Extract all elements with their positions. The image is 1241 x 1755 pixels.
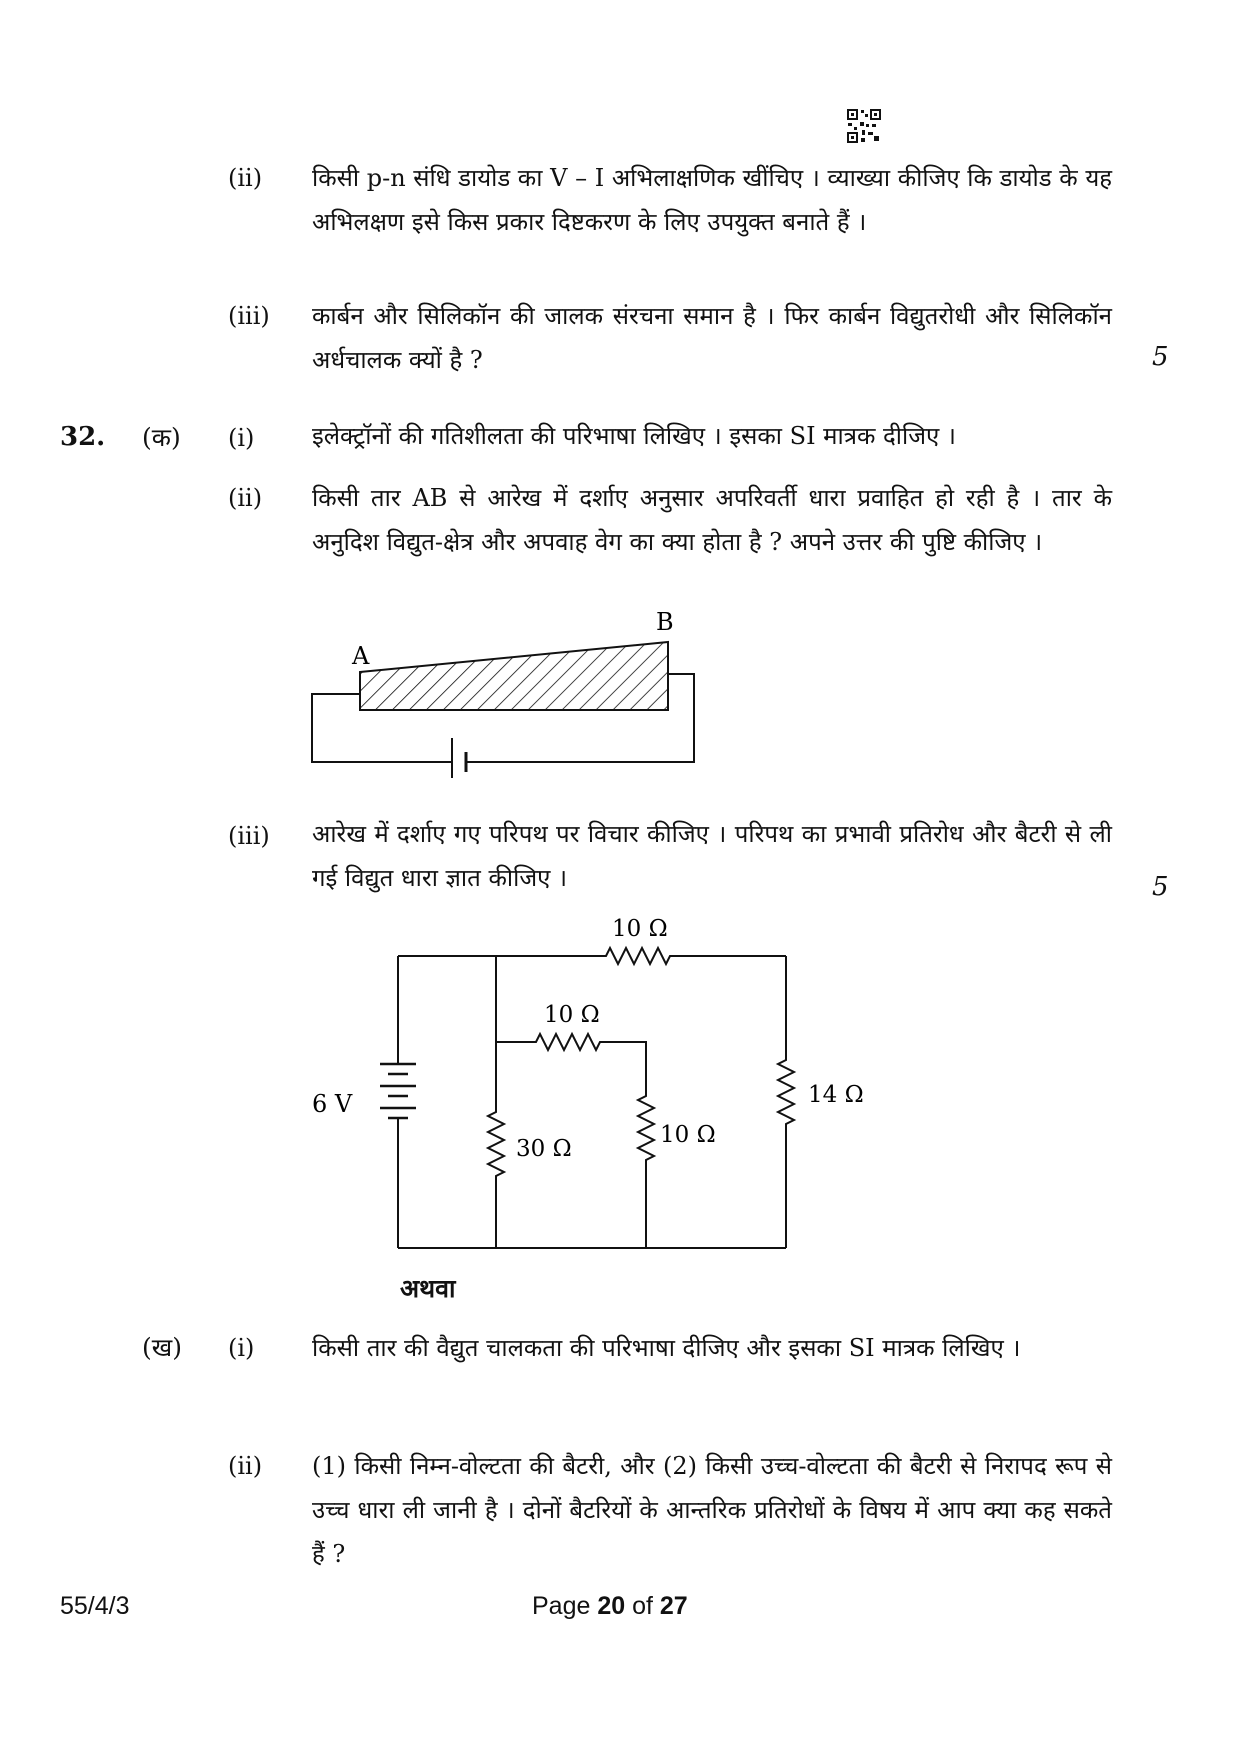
q32-a-i-text: इलेक्ट्रॉनों की गतिशीलता की परिभाषा लिखिए । इसका SI मात्रक दीजिए । [312, 422, 957, 450]
q31-marks: 5 [1152, 342, 1169, 372]
label-a: A [352, 642, 370, 670]
q32-a-ii-label: (ii) [228, 484, 263, 512]
q32-a-i-label: (i) [228, 424, 255, 452]
q32-b-ii-label: (ii) [228, 1452, 263, 1480]
q32-b-ii-text: (1) किसी निम्न-वोल्टता की बैटरी, और (2) किसी उच्च-वोल्टता की बैटरी से निरापद रूप से उच्च धारा ली जानी है । दोनों बैटरियों के आन्तरिक प्रतिरोधों के विषय में आप क्या कह सकते हैं ? [312, 1452, 1112, 1568]
resistor-10-label: 10 Ω [660, 1122, 716, 1148]
resistor-circuit [300, 906, 900, 1266]
tapered-wire [360, 642, 668, 710]
question-number: 32. [60, 422, 106, 452]
resistor-top-label: 10 Ω [612, 916, 668, 942]
q32-a-iii-text: आरेख में दर्शाए गए परिपथ पर विचार कीजिए । परिपथ का प्रभावी प्रतिरोध और बैटरी से ली गई विद्युत धारा ज्ञात कीजिए । [312, 820, 1112, 892]
page-number: Page 20 of 27 [532, 1592, 688, 1620]
resistor-30-label: 30 Ω [516, 1136, 572, 1162]
or-label: अथवा [400, 1274, 456, 1303]
q31-ii-label: (ii) [228, 164, 263, 192]
battery-cells [380, 1064, 416, 1118]
q32-b-label: (ख) [142, 1333, 182, 1362]
q32-a-ii-text: किसी तार AB से आरेख में दर्शाए अनुसार अपरिवर्ती धारा प्रवाहित हो रही है । तार के अनुदिश विद्युत-क्षेत्र और अपवाह वेग का क्या होता है ? अपने उत्तर की पुष्टि कीजिए । [312, 484, 1112, 556]
q32-a-label: (क) [142, 423, 181, 452]
label-b: B [656, 608, 674, 636]
q32-a-iii-label: (iii) [228, 822, 270, 850]
q31-iii-text: कार्बन और सिलिकॉन की जालक संरचना समान है । फिर कार्बन विद्युतरोधी और सिलिकॉन अर्धचालक क्यों है ? [312, 302, 1112, 374]
q31-iii-label: (iii) [228, 302, 270, 330]
q32-b-i-label: (i) [228, 1334, 255, 1362]
resistor-mid-label: 10 Ω [544, 1002, 600, 1028]
wire-ab-diagram [300, 598, 720, 778]
q32-marks: 5 [1152, 872, 1169, 902]
battery-label: 6 V [312, 1090, 353, 1118]
q32-b-i-text: किसी तार की वैद्युत चालकता की परिभाषा दीजिए और इसका SI मात्रक लिखिए । [312, 1334, 1021, 1362]
paper-code: 55/4/3 [60, 1592, 130, 1620]
resistor-14-label: 14 Ω [808, 1082, 864, 1108]
qr-code [846, 108, 882, 144]
q31-ii-text: किसी p-n संधि डायोड का V – I अभिलाक्षणिक खींचिए । व्याख्या कीजिए कि डायोड के यह अभिलक्षण इसे किस प्रकार दिष्टकरण के लिए उपयुक्त बनाते हैं । [312, 164, 1112, 236]
